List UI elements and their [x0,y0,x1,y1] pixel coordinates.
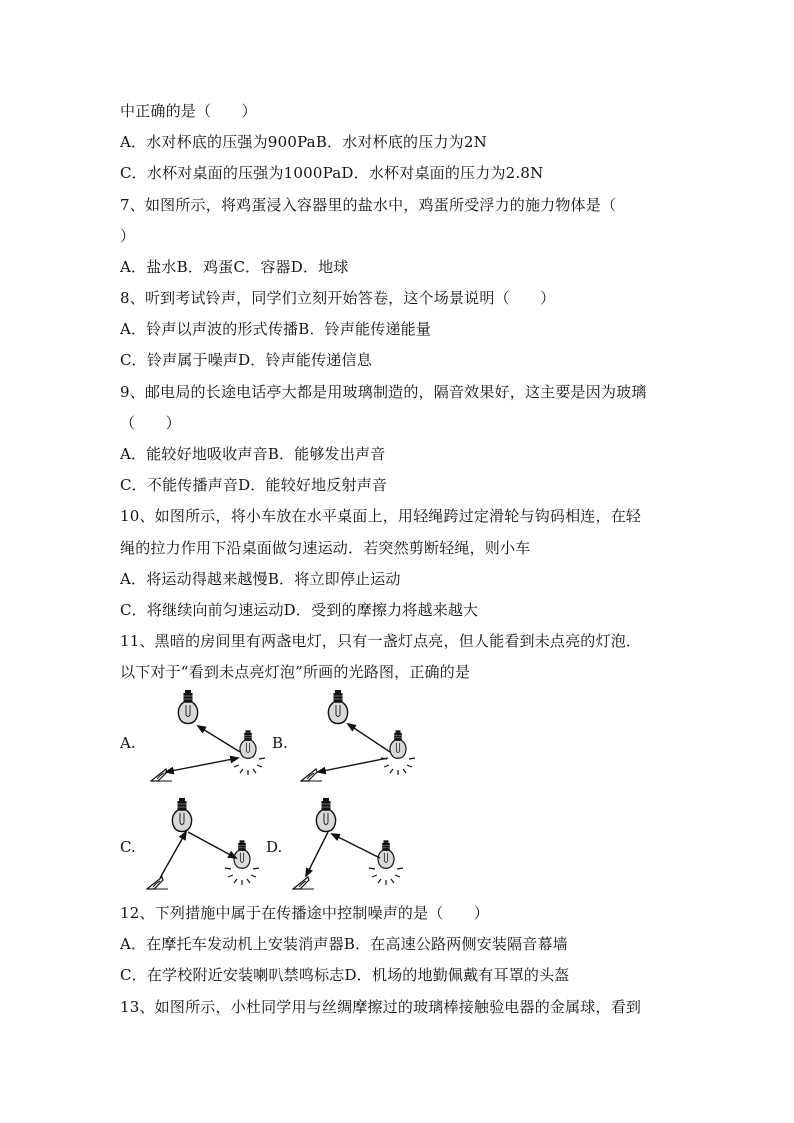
text-line: 13、如图所示，小杜同学用与丝绸摩擦过的玻璃棒接触验电器的金属球，看到 [120,998,642,1016]
text-line: 11、黑暗的房间里有两盏电灯，只有一盏灯点亮，但人能看到未点亮的灯泡． [120,632,642,650]
text-line: 绳的拉力作用下沿桌面做匀速运动．若突然剪断轻绳，则小车 [120,539,531,557]
text-line: 以下对于“看到未点亮灯泡”所画的光路图，正确的是 [120,663,471,681]
eye-icon [301,769,322,781]
unlit-bulb-icon [328,690,347,724]
lit-bulb-icon [390,730,406,758]
text-line: 8、听到考试铃声，同学们立刻开始答卷，这个场景说明（ ） [120,289,556,307]
light-rays-icon [381,758,415,775]
light-rays-icon [225,868,259,885]
light-path-figure-d [288,796,418,896]
option-label-c: C. [120,838,136,856]
text-line: A．水对杯底的压强为900PaB．水对杯底的压力为2N [120,133,487,151]
light-rays-icon [369,868,403,885]
text-line: C．铃声属于噪声D．铃声能传递信息 [120,351,372,369]
text-line: A．铃声以声波的形式传播B．铃声能传递能量 [120,320,432,338]
light-path-figure-c [140,796,270,896]
option-label-a: A. [120,734,136,752]
light-path-figure-b [292,688,422,788]
eye-icon [293,877,314,889]
unlit-bulb-icon [316,798,335,832]
option-label-b: B. [272,734,288,752]
text-line: A．能较好地吸收声音B．能够发出声音 [120,445,386,463]
option-label-d: D. [266,838,283,856]
text-line: 中正确的是（ ） [120,102,257,120]
light-path-figure-a [140,688,270,788]
text-line: 12、下列措施中属于在传播途中控制噪声的是（ ） [120,904,490,922]
text-line: 7、如图所示，将鸡蛋浸入容器里的盐水中，鸡蛋所受浮力的施力物体是（ [120,196,617,214]
text-line: C．将继续向前匀速运动D．受到的摩擦力将越来越大 [120,601,479,619]
text-line: C．在学校附近安装喇叭禁鸣标志D．机场的地勤佩戴有耳罩的头盔 [120,966,570,984]
text-line: A．在摩托车发动机上安装消声器B．在高速公路两侧安装隔音幕墙 [120,935,568,953]
lit-bulb-icon [234,840,250,868]
eye-icon [147,877,168,889]
text-line: C．不能传播声音D．能较好地反射声音 [120,476,388,494]
text-line: （ ） [120,414,181,432]
unlit-bulb-icon [172,798,191,832]
text-line: 9、邮电局的长途电话亭大都是用玻璃制造的，隔音效果好，这主要是因为玻璃 [120,383,647,401]
text-line: A．将运动得越来越慢B．将立即停止运动 [120,570,401,588]
unlit-bulb-icon [178,690,197,724]
lit-bulb-icon [240,730,256,758]
lit-bulb-icon [378,840,394,868]
light-rays-icon [231,758,265,775]
text-line: C．水杯对桌面的压强为1000PaD．水杯对桌面的压力为2.8N [120,164,544,182]
text-line: A．盐水B．鸡蛋C．容器D．地球 [120,258,349,276]
text-line: 10、如图所示，将小车放在水平桌面上，用轻绳跨过定滑轮与钩码相连，在轻 [120,507,642,525]
text-line: ） [120,227,136,245]
